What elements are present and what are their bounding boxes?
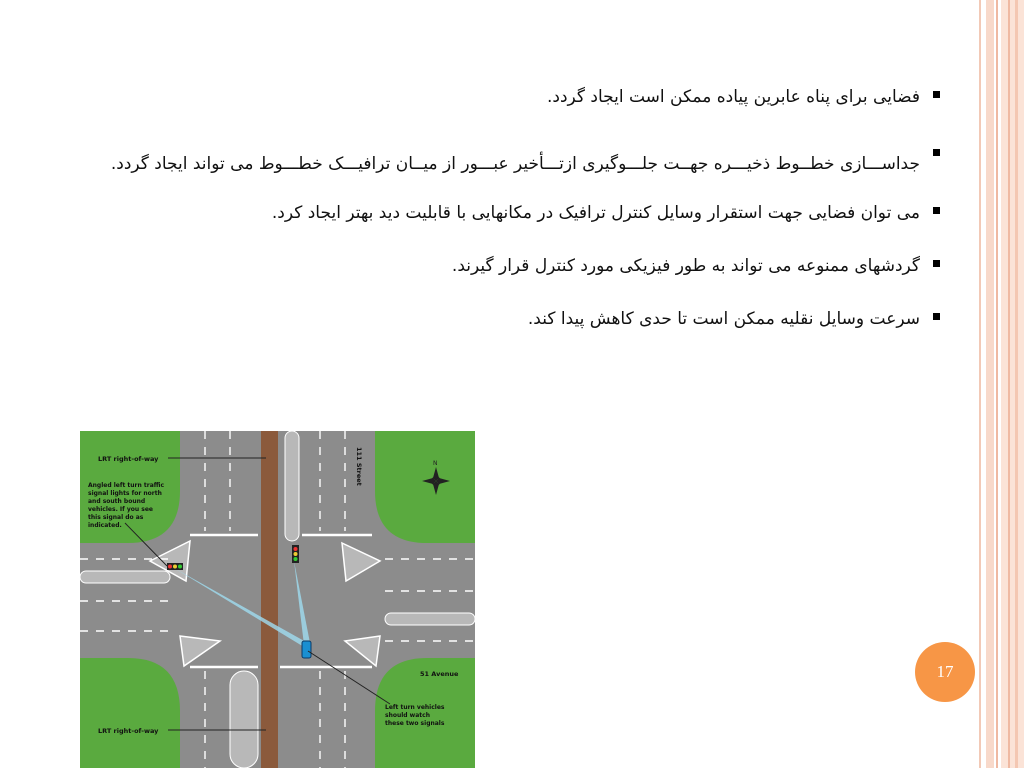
compass-north-label: N: [433, 460, 438, 467]
signal-light: [173, 565, 177, 569]
bullet-item: جداســـازی خطــوط ذخیـــره جهــت جلـــوگیری ازتـــأخیر عبـــور از میــان ترافیـــک خطـــوط می تواند ایجاد گردد.: [40, 135, 940, 193]
note-line: should watch: [385, 712, 430, 719]
median-north: [285, 431, 299, 541]
signal-light: [294, 547, 298, 551]
note-line: these two signals: [385, 720, 445, 727]
note-line: signal lights for north: [88, 490, 162, 497]
lrt-track: [261, 431, 278, 768]
note-line: indicated.: [88, 522, 122, 529]
intersection-diagram: [80, 431, 475, 768]
decor-stripe: [986, 0, 994, 768]
note-line: Left turn vehicles: [385, 704, 445, 711]
decor-stripe: [1015, 0, 1018, 768]
median-south: [230, 671, 258, 768]
page-number: 17: [936, 662, 954, 681]
vehicle-icon: [302, 641, 311, 658]
note-line: Angled left turn traffic: [88, 482, 164, 489]
signal-light: [294, 557, 298, 561]
decor-stripe: [996, 0, 998, 768]
decor-stripe: [1001, 0, 1024, 768]
bullet-item: سرعت وسایل نقلیه ممکن است تا حدی کاهش پیدا کند.: [40, 304, 940, 334]
street-label: 111 Street: [355, 447, 363, 486]
note-line: and south bound: [88, 498, 146, 505]
bullet-list: [40, 82, 940, 334]
note-line: vehicles. If you see: [88, 506, 153, 513]
signal-light: [178, 565, 182, 569]
bullet-item: می توان فضایی جهت استقرار وسایل کنترل ترافیک در مکانهایی با قابلیت دید بهتر ایجاد کرد.: [40, 198, 940, 228]
signal-light: [294, 552, 298, 556]
page-number-badge: [915, 642, 975, 702]
lrt-label-bottom: LRT right-of-way: [98, 727, 159, 735]
avenue-label: 51 Avenue: [420, 670, 459, 678]
decor-stripe: [979, 0, 981, 768]
median-east: [385, 613, 475, 625]
median-west: [80, 571, 170, 583]
bullet-item: فضایی برای پناه عابرین پیاده ممکن است ایجاد گردد.: [40, 82, 940, 112]
signal-light: [168, 565, 172, 569]
note-line: this signal do as: [88, 514, 144, 521]
decor-stripe: [1008, 0, 1010, 768]
bullet-item: گردشهای ممنوعه می تواند به طور فیزیکی مورد کنترل قرار گیرند.: [40, 251, 940, 281]
lrt-label-top: LRT right-of-way: [98, 455, 159, 463]
